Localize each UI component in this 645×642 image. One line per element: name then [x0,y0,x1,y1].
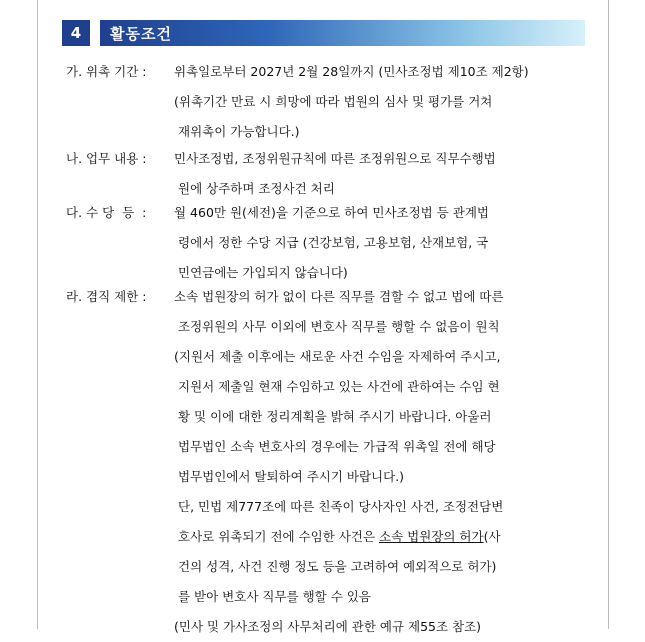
underlined-text: 소속 법원장의 허가 [379,529,484,544]
item-dual-line: (민사 및 가사조정의 사무처리에 관한 예규 제55조 참조) [174,619,482,634]
item-duty-label: 나. 업무 내용 : [66,151,147,166]
item-term-label: 가. 위촉 기간 : [66,64,147,79]
item-allowance-label: 다. 수 당 등 : [66,205,147,220]
section-title-bar [100,20,585,46]
item-allowance-line: 령에서 정한 수당 지급 (건강보험, 고용보험, 산재보험, 국 [178,235,489,250]
item-dual-line: 조정위원의 사무 이외에 변호사 직무를 행할 수 없음이 원칙 [178,319,500,334]
item-term-body [174,57,584,147]
text-after-underline: (사 [483,529,501,544]
page-border-left [37,0,38,629]
item-allowance-line: 민연금에는 가입되지 않습니다) [178,265,348,280]
item-dual-line: 지원서 제출일 현재 수임하고 있는 사건에 관하여는 수임 현 [178,379,500,394]
item-dual-line: 건의 성격, 사건 진행 정도 등을 고려하여 예외적으로 허가) [178,559,497,574]
item-dual-employment-label: 라. 겸직 제한 : [66,289,147,304]
item-allowance-body [174,198,584,288]
item-dual-line: 황 및 이에 대한 정리계획을 밝혀 주시기 바랍니다. 아울러 [178,409,492,424]
item-duty-line: 민사조정법, 조정위원규칙에 따른 조정위원으로 직무수행법 [174,151,496,166]
section-number: 4 [62,20,90,46]
item-duty-body [174,144,584,204]
text-before-underline: 호사로 위촉되기 전에 수임한 사건은 [178,529,379,544]
item-term-line: (위촉기간 만료 시 희망에 따라 법원의 심사 및 평가를 거쳐 [174,94,493,109]
item-dual-line: 단, 민법 제777조에 따른 친족이 당사자인 사건, 조정전담변 [178,499,504,514]
item-dual-line: 를 받아 변호사 직무를 행할 수 있음 [178,589,371,604]
item-dual-line: 소속 법원장의 허가 없이 다른 직무를 겸할 수 없고 법에 따른 [174,289,504,304]
item-dual-line-underlined [174,522,584,552]
item-dual-line: 법무법인에서 탈퇴하여 주시기 바랍니다.) [178,469,405,484]
section-title: 활동조건 [110,25,172,43]
item-dual-line: (지원서 제출 이후에는 새로운 사건 수임을 자제하여 주시고, [174,349,501,364]
item-dual-line: 법무법인 소속 변호사의 경우에는 가급적 위촉일 전에 해당 [178,439,496,454]
item-term-line: 재위촉이 가능합니다.) [178,124,300,139]
item-dual-employment-body [174,282,584,642]
item-term-line: 위촉일로부터 2027년 2월 28일까지 (민사조정법 제10조 제2항) [174,64,529,79]
section-header [62,20,585,46]
item-duty-line: 원에 상주하며 조정사건 처리 [178,181,335,196]
page-border-right [608,0,609,629]
item-allowance-line: 월 460만 원(세전)을 기준으로 하여 민사조정법 등 관계법 [174,205,490,220]
